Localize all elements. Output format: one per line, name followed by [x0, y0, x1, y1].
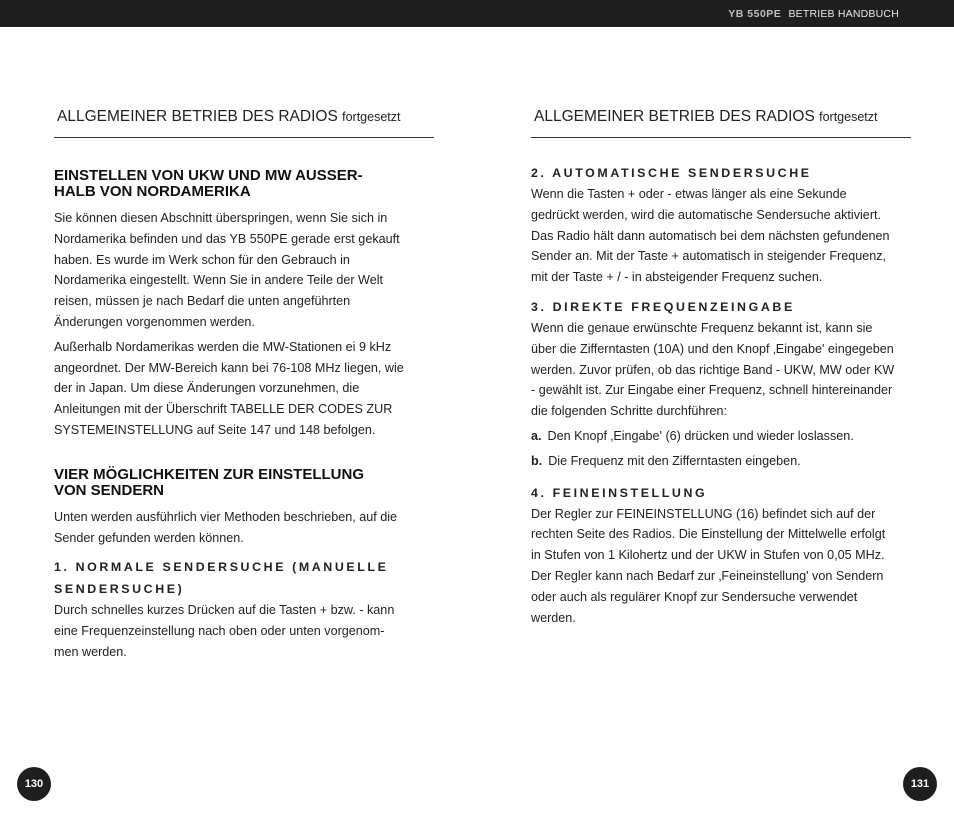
right-page	[531, 108, 911, 628]
step-a	[531, 426, 911, 447]
page-number-left: 130	[17, 767, 51, 801]
heading-ukw-mw: EINSTELLEN VON UKW UND MW AUSSER-HALB VON NORDAMERIKA	[54, 167, 363, 200]
subheading-auto-search: 2. AUTOMATISCHE SENDERSUCHE	[531, 166, 812, 180]
right-section-title	[531, 108, 911, 138]
paragraph-direct-input: Wenn die genaue erwünschte Frequenz bekannt ist, kann sie über die Zifferntasten (10A) und den Knopf ‚Eingabe' eingegeben werden. Zuvor prüfen, ob das richtige Band - UKW, MW oder KW - gewählt ist. Zur Eingabe einer Frequenz, schnell hintereinander die folgenden Schritte durchführen:	[531, 320, 895, 419]
paragraph-auto-search: Wenn die Tasten + oder - etwas länger als eine Sekunde gedrückt werden, wird die automatische Sendersuche aktiviert. Das Radio hält dann automatisch bei dem nächsten gefundenen Sender an. Mit der Taste + automatisch in steigender Frequenz, mit der Taste + / - in absteigender Frequenz suchen.	[531, 187, 890, 285]
step-b	[531, 451, 911, 472]
subheading-normal-search: 1. NORMALE SENDERSUCHE (MANUELLE SENDERSUCHE)	[54, 560, 389, 597]
subheading-direct-input: 3. DIREKTE FREQUENZEINGABE	[531, 299, 795, 314]
step-a-text: Den Knopf ‚Eingabe' (6) drücken und wieder loslassen.	[547, 428, 854, 443]
header-bar	[0, 0, 954, 27]
step-b-label: b.	[531, 453, 543, 468]
paragraph-skip-section: Sie können diesen Abschnitt überspringen, wenn Sie sich in Nordamerika befinden und das YB 550PE gerade erst gekauft haben. Es wurde im Werk schon für den Gebrauch in Nordamerika eingestellt. Wenn Sie in andere Teile der Welt reisen, müssen je nach Bedarf die unten angeführten Änderungen vorgenommen werden.	[54, 211, 400, 329]
heading-four-methods: VIER MÖGLICHKEITEN ZUR EINSTELLUNG VON SENDERN	[54, 465, 365, 499]
paragraph-normal-search: Durch schnelles kurzes Drücken auf die Tasten + bzw. - kann eine Frequenzeinstellung nach oben oder unten vorgenom-men werden.	[54, 603, 395, 659]
paragraph-fine-tuning: Der Regler zur FEINEINSTELLUNG (16) befindet sich auf der rechten Seite des Radios. Die Einstellung der Mittelwelle erfolgt in Stufen von 1 Kilohertz und der UKW in Stufen von 0,05 MHz. Der Regler kann nach Bedarf zur ‚Feineinstellung' von Sendern oder auch als regulärer Knopf zur Sendersuche verwendet werden.	[531, 506, 886, 625]
subheading-fine-tuning: 4. FEINEINSTELLUNG	[531, 485, 708, 500]
header-doc-title: BETRIEB HANDBUCH	[788, 8, 899, 20]
step-a-label: a.	[531, 428, 542, 443]
header-model: YB 550PE	[728, 8, 782, 20]
left-section-title-text: ALLGEMEINER BETRIEB DES RADIOS	[57, 108, 338, 125]
step-b-text: Die Frequenz mit den Zifferntasten eingeben.	[548, 453, 801, 468]
paragraph-outside-na: Außerhalb Nordamerikas werden die MW-Stationen ei 9 kHz angeordnet. Der MW-Bereich kann bei 76-108 MHz liegen, wie der in Japan. Um diese Änderungen vorzunehmen, die Anleitungen mit der Überschrift TABELLE DER CODES ZUR SYSTEMEINSTELLUNG auf Seite 147 und 148 befolgen.	[54, 339, 404, 437]
left-page	[54, 108, 434, 663]
left-section-cont: fortgesetzt	[342, 110, 401, 124]
paragraph-methods-intro: Unten werden ausführlich vier Methoden beschrieben, auf die Sender gefunden werden können.	[54, 509, 398, 545]
right-section-title-text: ALLGEMEINER BETRIEB DES RADIOS	[534, 108, 815, 125]
header-text	[728, 8, 899, 20]
left-section-title	[54, 108, 434, 138]
page-number-right: 131	[903, 767, 937, 801]
right-section-cont: fortgesetzt	[819, 110, 878, 124]
